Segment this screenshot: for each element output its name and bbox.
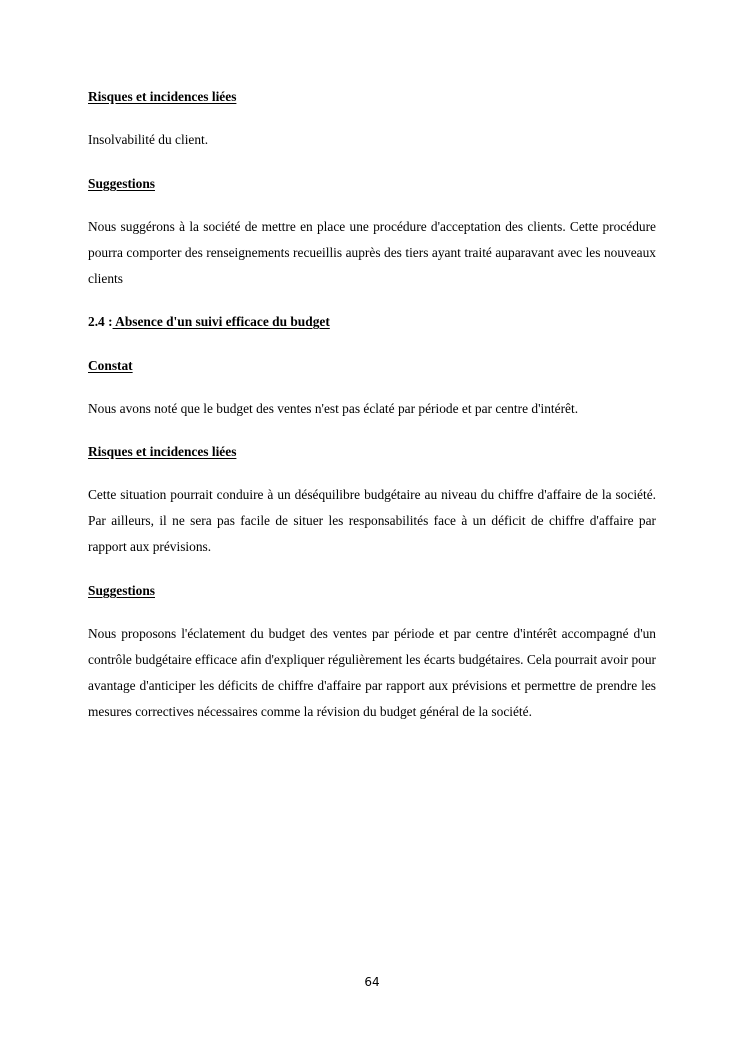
suggestions-paragraph-2: Nous proposons l'éclatement du budget des ventes par période et par centre d'intérêt accompagné d'un contrôle budgétaire efficace afin d'expliquer régulièrement les écarts budgétaires. Cela pourrait avoir pour avantage d'anticiper les déficits de chiffre d'affaire par rapport aux prévisions et permettre de prendre les mesures correctives nécessaires comme la révision du budget général de la société. bbox=[88, 626, 656, 719]
section-number: 2.4 : bbox=[88, 314, 113, 329]
suggestions-heading-2 bbox=[88, 578, 656, 604]
constat-text: Nous avons noté que le budget des ventes n'est pas éclaté par période et par centre d'intérêt. bbox=[88, 401, 579, 416]
section-title bbox=[88, 309, 656, 335]
constat-heading-text: Constat bbox=[88, 358, 133, 373]
constat-heading bbox=[88, 353, 656, 379]
risks-paragraph-2: Cette situation pourrait conduire à un déséquilibre budgétaire au niveau du chiffre d'affaire de la société. Par ailleurs, il ne sera pas facile de situer les responsabilités face à un déficit de chiffre d'affaire par rapport aux prévisions. bbox=[88, 487, 656, 554]
risks-heading-2 bbox=[88, 439, 656, 465]
section-title-text: Absence d'un suivi efficace du budget bbox=[112, 314, 330, 329]
suggestions-heading-1 bbox=[88, 171, 656, 197]
risks-heading-2-text: Risques et incidences liées bbox=[88, 444, 237, 459]
risks-heading-1-text: Risques et incidences liées bbox=[88, 89, 237, 104]
suggestions-paragraph-1: Nous suggérons à la société de mettre en place une procédure d'acceptation des clients. Cette procédure pourra comporter des renseignements recueillis auprès des tiers ayant traité auparavant avec les nouveaux clients bbox=[88, 219, 656, 286]
suggestions-heading-1-text: Suggestions bbox=[88, 176, 155, 191]
risks-heading-1 bbox=[88, 84, 656, 110]
suggestions-heading-2-text: Suggestions bbox=[88, 583, 155, 598]
page-number: 64 bbox=[364, 975, 380, 989]
risks-text-1: Insolvabilité du client. bbox=[88, 132, 209, 147]
